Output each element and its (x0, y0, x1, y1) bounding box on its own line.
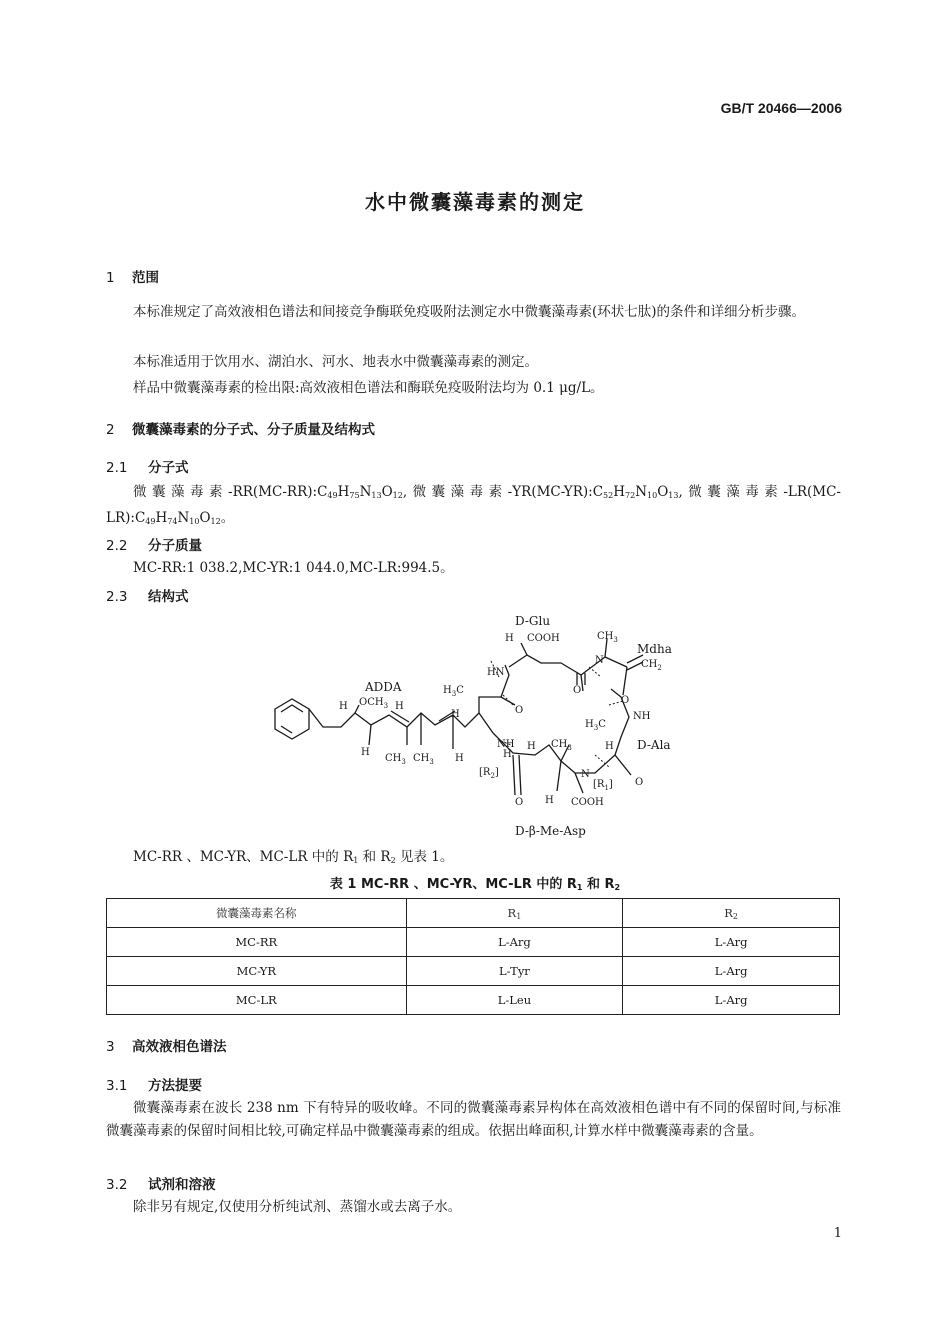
label-mdha: Mdha (637, 642, 672, 656)
section-3-1-heading: 3.1 方法提要 (106, 1078, 202, 1094)
svg-text:[R2]: $[R_2]$ (479, 767, 499, 780)
page-number: 1 (833, 1226, 842, 1241)
table-1 (106, 898, 840, 1015)
svg-text:N: N (595, 655, 604, 666)
table-row: MC-RR L-Arg L-Arg (107, 928, 840, 957)
svg-text:H: H (605, 741, 614, 752)
svg-text:H3C: $H_3C$ (443, 685, 464, 698)
svg-text:O: O (515, 705, 524, 716)
header-name: 微囊藻毒素名称 (107, 899, 407, 928)
svg-text:CH3: $CH_3$ (385, 753, 406, 766)
header-r1: $R_1$ (406, 899, 623, 928)
svg-text:H: H (451, 709, 460, 720)
svg-text:H: H (455, 753, 464, 764)
scope-paragraph-3: 样品中微囊藻毒素的检出限:高效液相色谱法和酶联免疫吸附法均为 0.1 μg/L。 (133, 380, 604, 396)
svg-text:HN: HN (487, 667, 505, 678)
svg-text:CH2: $CH_2$ (641, 659, 662, 672)
svg-text:H: H (361, 747, 370, 758)
svg-text:O: O (515, 797, 524, 808)
reagents-paragraph: 除非另有规定,仅使用分析纯试剂、蒸馏水或去离子水。 (133, 1199, 462, 1215)
svg-text:CH3: $CH_3$ (551, 739, 572, 752)
table-row: MC-LR L-Leu L-Arg (107, 986, 840, 1015)
scope-paragraph-2: 本标准适用于饮用水、湖泊水、河水、地表水中微囊藻毒素的测定。 (133, 354, 538, 370)
section-3-heading: 3 高效液相色谱法 (106, 1039, 227, 1055)
molecular-formula-paragraph: 微囊藻毒素$-RR(MC-RR):C_{49}H_{75}N_{13}O_{12}$,微囊藻毒素$-YR(MC-YR):C_{52}H_{72}N_{10}O_{13}$,微囊藻毒素$-LR(MC-LR):C_{49}H_{74}N_{10}O_{12}$。 (106, 484, 841, 526)
label-adda: ADDA (365, 680, 402, 694)
section-2-2-heading: 2.2 分子质量 (106, 538, 202, 554)
svg-text:H: H (503, 749, 512, 760)
svg-text:H3C: $H_3C$ (585, 719, 606, 732)
svg-text:CH3: $CH_3$ (597, 631, 618, 644)
label-d-glu: D-Glu (515, 614, 551, 628)
svg-text:NH: NH (633, 711, 651, 722)
header-r2: $R_2$ (623, 899, 840, 928)
svg-text:N: N (581, 769, 590, 780)
svg-text:OCH3: $OCH_3$ (359, 697, 389, 710)
label-d-beta-me-asp: D-β-Me-Asp (515, 824, 586, 838)
svg-text:NH: NH (497, 739, 515, 750)
svg-text:O: O (635, 777, 644, 788)
svg-text:COOH: COOH (527, 633, 560, 644)
svg-text:H: H (395, 701, 404, 712)
section-3-2-heading: 3.2 试剂和溶液 (106, 1177, 216, 1193)
scope-paragraph-1: 本标准规定了高效液相色谱法和间接竞争酶联免疫吸附法测定水中微囊藻毒素(环状七肽)的条件和详细分析步骤。 (133, 304, 806, 320)
standard-number: GB/T 20466—2006 (720, 100, 842, 116)
svg-text:O: O (621, 695, 630, 706)
svg-text:COOH: COOH (571, 797, 604, 808)
svg-text:H: H (339, 701, 348, 712)
table-1-caption: 表 1 MC-RR 、MC-YR、MC-LR 中的 $R_1$ 和 $R_2$ (329, 877, 621, 892)
microcystin-structure-diagram (265, 605, 685, 845)
r-reference-text: MC-RR 、MC-YR、MC-LR 中的 $R_1$ 和 $R_2$ 见表 1。 (133, 849, 454, 865)
section-2-1-heading: 2.1 分子式 (106, 460, 189, 476)
section-2-heading: 2 微囊藻毒素的分子式、分子质量及结构式 (106, 422, 375, 438)
svg-text:H: H (505, 633, 514, 644)
table-row: MC-YR L-Tyr L-Arg (107, 957, 840, 986)
label-d-ala: D-Ala (637, 738, 671, 752)
method-summary-paragraph: 微囊藻毒素在波长 238 nm 下有特异的吸收峰。不同的微囊藻毒素异构体在高效液相色谱中有不同的保留时间,与标准微囊藻毒素的保留时间相比较,可确定样品中微囊藻毒素的组成。依据出峰面积,计算水样中微囊藻毒素的含量。 (106, 1100, 841, 1139)
svg-text:[R1]: $[R_1]$ (593, 779, 613, 792)
page-title: 水中微囊藻毒素的测定 (365, 190, 585, 214)
molecular-mass-text: MC-RR:1 038.2,MC-YR:1 044.0,MC-LR:994.5。 (133, 560, 454, 576)
table-header-row (107, 899, 840, 928)
svg-text:H: H (545, 795, 554, 806)
section-1-heading: 1 范围 (106, 270, 159, 286)
svg-text:H: H (527, 741, 536, 752)
svg-text:CH3: $CH_3$ (413, 753, 434, 766)
svg-text:O: O (573, 685, 582, 696)
section-2-3-heading: 2.3 结构式 (106, 589, 189, 605)
